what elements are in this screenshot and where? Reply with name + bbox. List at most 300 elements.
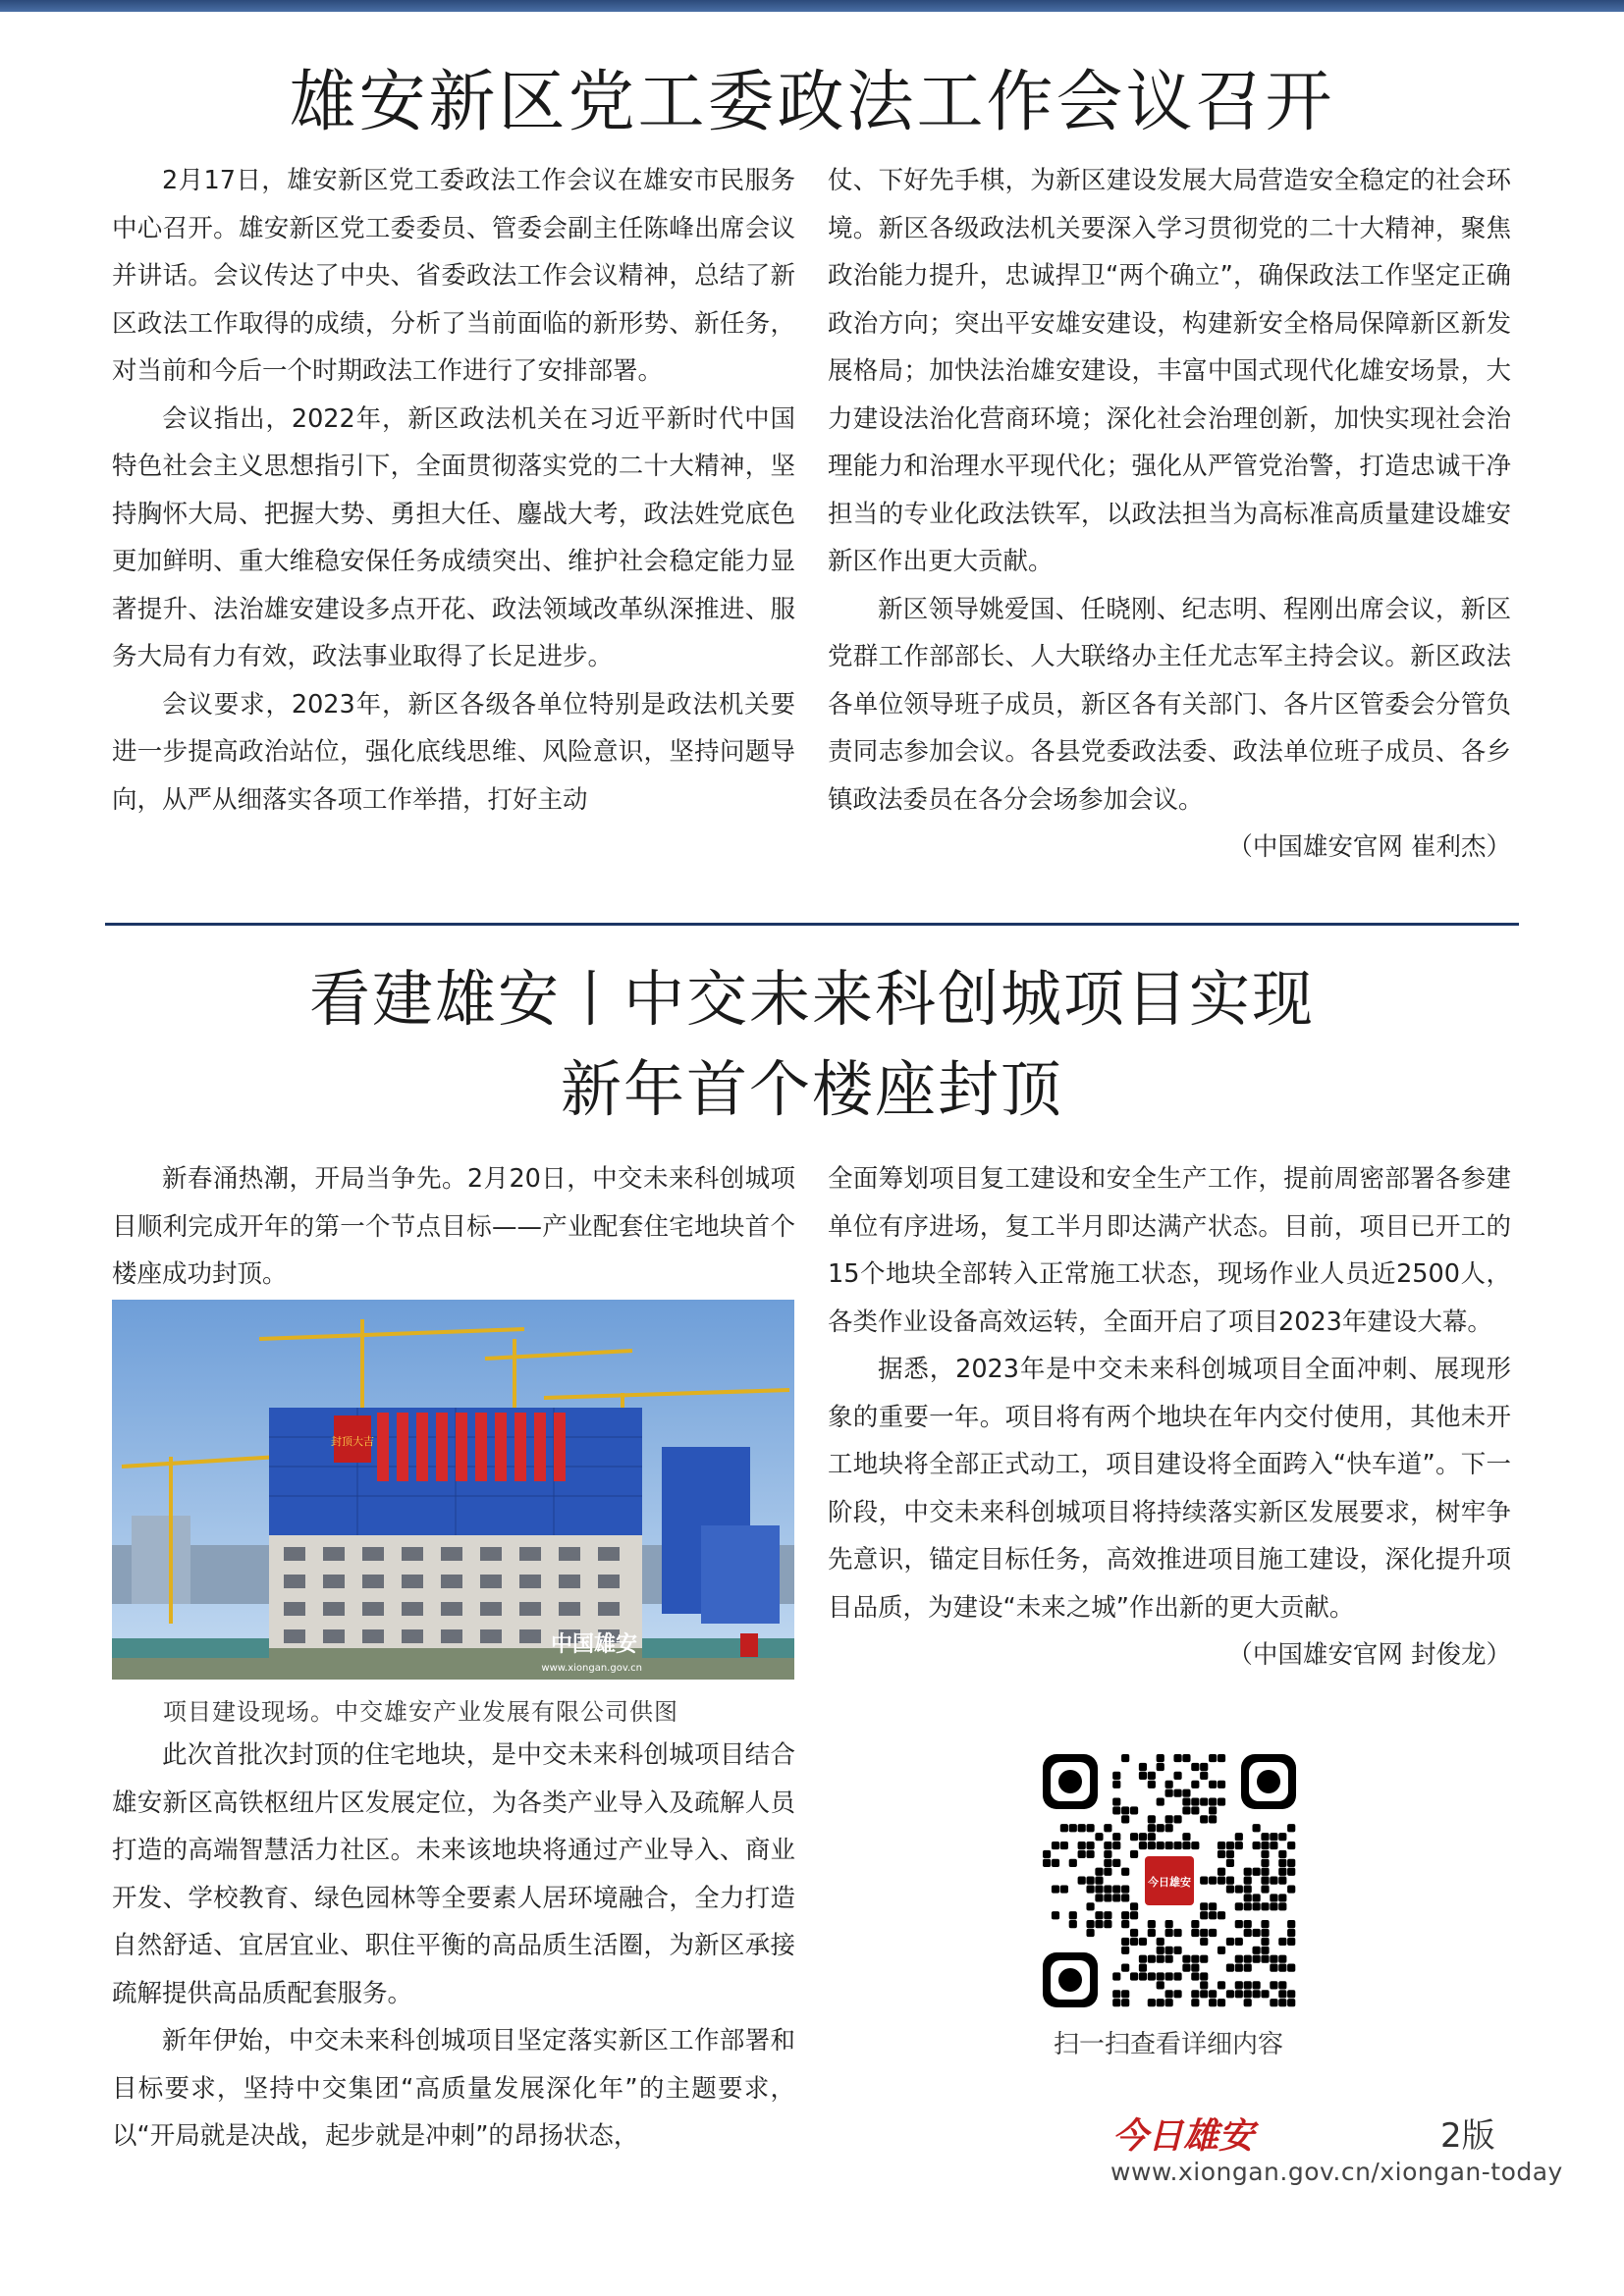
qr-module bbox=[1086, 1842, 1094, 1849]
qr-module bbox=[1244, 1885, 1252, 1893]
qr-module bbox=[1139, 1972, 1147, 1980]
qr-module bbox=[1209, 1877, 1217, 1885]
qr-module bbox=[1270, 1964, 1277, 1972]
qr-module bbox=[1095, 1911, 1103, 1919]
qr-module bbox=[1095, 1894, 1103, 1901]
qr-module bbox=[1165, 1920, 1173, 1928]
article-1-paragraph-2: 会议指出，2022年，新区政法机关在习近平新时代中国特色社会主义思想指引下，全面贯彻落实党的二十大精神，坚持胸怀大局、把握大势、勇担大任、鏖战大考，政法姓党底色更加鲜明、重大维稳安保任务成绩突出、维护社会稳定能力显著提升、法治雄安建设多点开花、政法领域改革纵深推进、服务大局有力有效，政法事业取得了长足进步。 bbox=[112, 403, 795, 671]
qr-module bbox=[1165, 1789, 1173, 1797]
qr-module bbox=[1165, 1990, 1173, 1998]
qr-module bbox=[1182, 1789, 1190, 1797]
qr-module bbox=[1104, 1885, 1111, 1893]
qr-module bbox=[1112, 1772, 1120, 1780]
qr-module bbox=[1191, 1955, 1199, 1963]
qr-module bbox=[1191, 1929, 1199, 1937]
qr-module bbox=[1148, 1824, 1156, 1832]
qr-module bbox=[1191, 1842, 1199, 1849]
qr-module bbox=[1173, 1972, 1181, 1980]
photo-watermark-text: 中国雄安 bbox=[550, 1631, 637, 1657]
article-1-right-column bbox=[828, 157, 1511, 872]
qr-module bbox=[1270, 1894, 1277, 1901]
qr-module bbox=[1235, 1920, 1243, 1928]
qr-module bbox=[1148, 1955, 1156, 1963]
photo-watermark-url: www.xiongan.gov.cn bbox=[541, 1663, 642, 1674]
qr-module bbox=[1112, 1797, 1120, 1805]
qr-module bbox=[1121, 1999, 1129, 2006]
qr-module bbox=[1104, 1911, 1111, 1919]
qr-module bbox=[1148, 1920, 1156, 1928]
qr-module bbox=[1104, 1920, 1111, 1928]
qr-module bbox=[1130, 1806, 1138, 1814]
qr-module bbox=[1218, 1981, 1225, 1989]
qr-module bbox=[1218, 1842, 1225, 1849]
qr-module bbox=[1191, 1763, 1199, 1771]
qr-module bbox=[1226, 1850, 1234, 1858]
qr-module bbox=[1287, 1938, 1295, 1946]
qr-module bbox=[1121, 1947, 1129, 1954]
qr-module bbox=[1104, 1850, 1111, 1858]
qr-module bbox=[1226, 1990, 1234, 1998]
qr-module bbox=[1130, 1902, 1138, 1910]
article-1-paragraph-3: 会议要求，2023年，新区各级各单位特别是政法机关要进一步提高政治站位，强化底线思维、风险意识，坚持问题导向，从严从细落实各项工作举措，打好主动 bbox=[112, 689, 795, 815]
footer-url[interactable]: www.xiongan.gov.cn/xiongan-today bbox=[1110, 2158, 1563, 2186]
qr-module bbox=[1121, 1754, 1129, 1762]
qr-module bbox=[1191, 1972, 1199, 1980]
qr-module bbox=[1278, 1938, 1286, 1946]
article-1-paragraph-3-continued: 仗、下好先手棋，为新区建设发展大局营造安全稳定的社会环境。新区各级政法机关要深入学习贯彻党的二十大精神，聚焦政治能力提升，忠诚捍卫“两个确立”，确保政法工作坚定正确政治方向；突出平安雄安建设，构建新安全格局保障新区新发展格局；加快法治雄安建设，丰富中国式现代化雄安场景，大力建设法治化营商环境；深化社会治理创新，加快实现社会治理能力和治理水平现代化；强化从严管党治警，打造忠诚干净担当的专业化政法铁军，以政法担当为高标准高质量建设雄安新区作出更大贡献。 bbox=[828, 166, 1511, 576]
qr-module bbox=[1148, 1842, 1156, 1849]
qr-module bbox=[1278, 1999, 1286, 2006]
qr-module bbox=[1112, 1885, 1120, 1893]
qr-module bbox=[1261, 1947, 1269, 1954]
qr-module bbox=[1287, 1859, 1295, 1867]
qr-module bbox=[1191, 1920, 1199, 1928]
section-divider bbox=[105, 923, 1519, 926]
qr-module bbox=[1148, 1972, 1156, 1980]
qr-module bbox=[1130, 1833, 1138, 1841]
qr-module bbox=[1173, 1947, 1181, 1954]
qr-module bbox=[1078, 1877, 1086, 1885]
qr-module bbox=[1165, 1815, 1173, 1823]
qr-module bbox=[1253, 1868, 1261, 1876]
qr-module bbox=[1244, 1868, 1252, 1876]
qr-module bbox=[1173, 1842, 1181, 1849]
construction-site-photo bbox=[112, 1300, 794, 1680]
article-2-title-line-1: 看建雄安丨中交未来科创城项目实现 bbox=[308, 963, 1315, 1035]
qr-module bbox=[1191, 1999, 1199, 2006]
qr-module bbox=[1052, 1911, 1059, 1919]
qr-module bbox=[1086, 1902, 1094, 1910]
qr-module bbox=[1086, 1885, 1094, 1893]
qr-module bbox=[1200, 1902, 1208, 1910]
qr-module bbox=[1200, 1763, 1208, 1771]
qr-module bbox=[1095, 1868, 1103, 1876]
qr-module bbox=[1278, 1868, 1286, 1876]
qr-module bbox=[1191, 1806, 1199, 1814]
qr-module bbox=[1218, 1797, 1225, 1805]
qr-module bbox=[1218, 1877, 1225, 1885]
qr-module bbox=[1157, 1938, 1164, 1946]
article-1-paragraph-4 bbox=[828, 586, 1511, 872]
qr-module bbox=[1157, 1763, 1164, 1771]
qr-module bbox=[1052, 1859, 1059, 1867]
qr-module bbox=[1218, 1999, 1225, 2006]
article-2-paragraph-3-continued: 全面筹划项目复工建设和安全生产工作，提前周密部署各参建单位有序进场，复工半月即达满产状态。目前，项目已开工的15个地块全部转入正常施工状态，现场作业人员近2500人，各类作业设备高效运转，全面开启了项目2023年建设大幕。 bbox=[828, 1164, 1511, 1337]
qr-module bbox=[1104, 1824, 1111, 1832]
qr-module bbox=[1157, 1981, 1164, 1989]
qr-module bbox=[1261, 1833, 1269, 1841]
qr-module bbox=[1104, 1859, 1111, 1867]
qr-module bbox=[1104, 1868, 1111, 1876]
qr-module bbox=[1086, 1850, 1094, 1858]
qr-module bbox=[1121, 1868, 1129, 1876]
qr-module bbox=[1104, 1894, 1111, 1901]
qr-module bbox=[1200, 1772, 1208, 1780]
qr-module bbox=[1200, 1955, 1208, 1963]
qr-module bbox=[1060, 1824, 1068, 1832]
qr-module bbox=[1165, 1955, 1173, 1963]
qr-module bbox=[1235, 1902, 1243, 1910]
qr-module bbox=[1139, 1964, 1147, 1972]
qr-module bbox=[1287, 1964, 1295, 1972]
qr-module bbox=[1218, 1850, 1225, 1858]
qr-module bbox=[1226, 1938, 1234, 1946]
qr-module bbox=[1130, 1911, 1138, 1919]
qr-module bbox=[1173, 1815, 1181, 1823]
article-2-paragraph-3: 新年伊始，中交未来科创城项目坚定落实新区工作部署和目标要求，坚持中交集团“高质量发展深化年”的主题要求，以“开局就是决战，起步就是冲刺”的昂扬状态， bbox=[112, 2026, 795, 2151]
qr-module bbox=[1157, 1955, 1164, 1963]
qr-module bbox=[1270, 1833, 1277, 1841]
qr-module bbox=[1218, 1868, 1225, 1876]
qr-module bbox=[1278, 1964, 1286, 1972]
qr-module bbox=[1235, 1964, 1243, 1972]
qr-module bbox=[1244, 1929, 1252, 1937]
qr-center-logo: 今日雄安 bbox=[1148, 1876, 1191, 1889]
qr-module bbox=[1235, 1955, 1243, 1963]
qr-module bbox=[1270, 1999, 1277, 2006]
qr-module bbox=[1121, 1911, 1129, 1919]
qr-module bbox=[1112, 1833, 1120, 1841]
qr-module bbox=[1261, 1929, 1269, 1937]
qr-module bbox=[1253, 1894, 1261, 1901]
qr-module bbox=[1095, 1877, 1103, 1885]
qr-module bbox=[1244, 1964, 1252, 1972]
qr-module bbox=[1157, 1999, 1164, 2006]
qr-module bbox=[1112, 1806, 1120, 1814]
qr-module bbox=[1165, 1929, 1173, 1937]
qr-module bbox=[1235, 1981, 1243, 1989]
qr-module bbox=[1043, 1859, 1051, 1867]
qr-module bbox=[1244, 1894, 1252, 1901]
qr-module bbox=[1200, 1797, 1208, 1805]
qr-module bbox=[1165, 1781, 1173, 1789]
qr-module bbox=[1287, 1868, 1295, 1876]
qr-module bbox=[1157, 1754, 1164, 1762]
qr-module bbox=[1182, 1754, 1190, 1762]
qr-module bbox=[1226, 1842, 1234, 1849]
qr-module bbox=[1121, 1920, 1129, 1928]
qr-module bbox=[1278, 1955, 1286, 1963]
qr-module bbox=[1182, 1964, 1190, 1972]
qr-module bbox=[1253, 1902, 1261, 1910]
qr-module bbox=[1200, 1972, 1208, 1980]
qr-module bbox=[1261, 1842, 1269, 1849]
qr-module bbox=[1069, 1911, 1077, 1919]
qr-module bbox=[1121, 1885, 1129, 1893]
qr-module bbox=[1200, 1981, 1208, 1989]
qr-module bbox=[1200, 1815, 1208, 1823]
qr-module bbox=[1270, 1877, 1277, 1885]
qr-module bbox=[1069, 1824, 1077, 1832]
qr-module bbox=[1130, 1929, 1138, 1937]
qr-module bbox=[1226, 1964, 1234, 1972]
qr-module bbox=[1139, 1763, 1147, 1771]
photo-banner-text: 封顶大吉 bbox=[331, 1435, 374, 1448]
qr-module bbox=[1139, 1955, 1147, 1963]
qr-module bbox=[1148, 1929, 1156, 1937]
qr-module bbox=[1200, 1990, 1208, 1998]
qr-module bbox=[1278, 1894, 1286, 1901]
qr-module bbox=[1121, 1806, 1129, 1814]
qr-code[interactable] bbox=[1043, 1754, 1296, 2007]
qr-module bbox=[1173, 1772, 1181, 1780]
qr-module bbox=[1244, 1999, 1252, 2006]
qr-module bbox=[1226, 1877, 1234, 1885]
qr-module bbox=[1086, 1824, 1094, 1832]
qr-module bbox=[1235, 1885, 1243, 1893]
qr-module bbox=[1200, 1911, 1208, 1919]
qr-module bbox=[1253, 1929, 1261, 1937]
qr-module bbox=[1209, 1815, 1217, 1823]
qr-module bbox=[1287, 1824, 1295, 1832]
qr-module bbox=[1121, 1894, 1129, 1901]
qr-module bbox=[1121, 1990, 1129, 1998]
qr-module bbox=[1218, 1781, 1225, 1789]
qr-module bbox=[1200, 1938, 1208, 1946]
qr-module bbox=[1052, 1842, 1059, 1849]
qr-module bbox=[1209, 1929, 1217, 1937]
qr-module bbox=[1157, 1972, 1164, 1980]
article-1-left-column bbox=[112, 157, 795, 824]
qr-module bbox=[1278, 1990, 1286, 1998]
qr-module bbox=[1078, 1850, 1086, 1858]
qr-module bbox=[1112, 1859, 1120, 1867]
qr-module bbox=[1287, 1842, 1295, 1849]
qr-module bbox=[1191, 1964, 1199, 1972]
qr-module bbox=[1209, 1990, 1217, 1998]
qr-module bbox=[1173, 1754, 1181, 1762]
qr-module bbox=[1052, 1885, 1059, 1893]
qr-module bbox=[1157, 1842, 1164, 1849]
qr-module bbox=[1261, 1920, 1269, 1928]
qr-module bbox=[1235, 1833, 1243, 1841]
qr-module bbox=[1148, 1999, 1156, 2006]
qr-module bbox=[1130, 1850, 1138, 1858]
article-2-left-column bbox=[112, 1732, 795, 2161]
qr-module bbox=[1270, 1981, 1277, 1989]
article-1-paragraph-4-text: 新区领导姚爱国、任晓刚、纪志明、程刚出席会议，新区党群工作部部长、人大联络办主任尤志军主持会议。新区政法各单位领导班子成员，新区各有关部门、各片区管委会分管负责同志参加会议。各县党委政法委、政法单位班子成员、各乡镇政法委员在各分会场参加会议。 bbox=[828, 594, 1511, 815]
qr-module bbox=[1218, 1911, 1225, 1919]
qr-module bbox=[1165, 1824, 1173, 1832]
qr-module bbox=[1112, 1999, 1120, 2006]
qr-module bbox=[1235, 1938, 1243, 1946]
qr-module bbox=[1278, 1877, 1286, 1885]
qr-module bbox=[1148, 1815, 1156, 1823]
qr-module bbox=[1244, 1990, 1252, 1998]
qr-module bbox=[1244, 1902, 1252, 1910]
qr-module bbox=[1226, 1859, 1234, 1867]
qr-module bbox=[1209, 1999, 1217, 2006]
qr-module bbox=[1182, 1806, 1190, 1814]
qr-module bbox=[1235, 1842, 1243, 1849]
qr-module bbox=[1270, 1955, 1277, 1963]
qr-module bbox=[1261, 1850, 1269, 1858]
qr-module bbox=[1086, 1929, 1094, 1937]
qr-module bbox=[1165, 1947, 1173, 1954]
qr-module bbox=[1182, 1797, 1190, 1805]
qr-module bbox=[1218, 1947, 1225, 1954]
qr-module bbox=[1086, 1877, 1094, 1885]
qr-module bbox=[1069, 1920, 1077, 1928]
qr-module bbox=[1244, 1981, 1252, 1989]
qr-module bbox=[1182, 1842, 1190, 1849]
qr-module bbox=[1253, 1947, 1261, 1954]
qr-module bbox=[1209, 1797, 1217, 1805]
qr-module bbox=[1244, 1920, 1252, 1928]
qr-module bbox=[1121, 1815, 1129, 1823]
qr-module bbox=[1261, 1955, 1269, 1963]
qr-module bbox=[1157, 1797, 1164, 1805]
qr-module bbox=[1148, 1833, 1156, 1841]
qr-module bbox=[1209, 1911, 1217, 1919]
qr-module bbox=[1078, 1842, 1086, 1849]
footer-logo: 今日雄安 bbox=[1112, 2115, 1255, 2157]
qr-module bbox=[1078, 1824, 1086, 1832]
qr-module bbox=[1121, 1964, 1129, 1972]
construction-site-illustration bbox=[112, 1300, 794, 1680]
qr-module bbox=[1261, 1938, 1269, 1946]
qr-module bbox=[1139, 1842, 1147, 1849]
article-2-paragraph-4 bbox=[828, 1346, 1511, 1680]
qr-module bbox=[1095, 1833, 1103, 1841]
qr-module bbox=[1278, 1833, 1286, 1841]
qr-module bbox=[1200, 1877, 1208, 1885]
qr-caption: 扫一扫查看详细内容 bbox=[1053, 2030, 1283, 2059]
qr-module bbox=[1165, 1999, 1173, 2006]
qr-module bbox=[1130, 1938, 1138, 1946]
qr-code-graphic bbox=[1043, 1754, 1296, 2007]
article-1-title: 雄安新区党工委政法工作会议召开 bbox=[289, 64, 1335, 141]
qr-module bbox=[1191, 1990, 1199, 1998]
qr-module bbox=[1278, 1902, 1286, 1910]
article-2-paragraph-4-text: 据悉，2023年是中交未来科创城项目全面冲刺、展现形象的重要一年。项目将有两个地块在年内交付使用，其他未开工地块将全部正式动工，项目建设将全面跨入“快车道”。下一阶段，中交未来科创城项目将持续落实新区发展要求，树牢争先意识，锚定目标任务，高效推进项目施工建设，深化提升项目品质，为建设“未来之城”作出新的更大贡献。 bbox=[828, 1355, 1511, 1623]
qr-module bbox=[1253, 1955, 1261, 1963]
qr-module bbox=[1121, 1938, 1129, 1946]
qr-module bbox=[1095, 1885, 1103, 1893]
qr-module bbox=[1287, 1885, 1295, 1893]
qr-module bbox=[1253, 1990, 1261, 1998]
qr-module bbox=[1112, 1781, 1120, 1789]
qr-module bbox=[1112, 1894, 1120, 1901]
qr-module bbox=[1043, 1850, 1051, 1858]
qr-module bbox=[1165, 1972, 1173, 1980]
qr-module bbox=[1173, 1990, 1181, 1998]
qr-module bbox=[1253, 1824, 1261, 1832]
article-2-paragraph-2: 此次首批次封顶的住宅地块，是中交未来科创城项目结合雄安新区高铁枢纽片区发展定位，为各类产业导入及疏解人员打造的高端智慧活力社区。未来该地块将通过产业导入、商业开发、学校教育、绿色园林等全要素人居环境融合，全力打造自然舒适、宜居宜业、职住平衡的高品质生活圈，为新区承接疏解提供高品质配套服务。 bbox=[112, 1740, 795, 2008]
qr-module bbox=[1130, 1972, 1138, 1980]
qr-module bbox=[1112, 1842, 1120, 1849]
qr-module bbox=[1157, 1947, 1164, 1954]
qr-module bbox=[1165, 1842, 1173, 1849]
qr-module bbox=[1278, 1859, 1286, 1867]
qr-module bbox=[1173, 1929, 1181, 1937]
article-1-paragraph-1: 2月17日，雄安新区党工委政法工作会议在雄安市民服务中心召开。雄安新区党工委委员、管委会副主任陈峰出席会议并讲话。会议传达了中央、省委政法工作会议精神，总结了新区政法工作取得的成绩，分析了当前面临的新形势、新任务，对当前和今后一个时期政法工作进行了安排部署。 bbox=[112, 166, 795, 386]
qr-module bbox=[1235, 1990, 1243, 1998]
article-1-byline: （中国雄安官网 崔利杰） bbox=[1227, 832, 1511, 862]
qr-module bbox=[1182, 1833, 1190, 1841]
photo-caption: 项目建设现场。中交雄安产业发展有限公司供图 bbox=[163, 1698, 678, 1726]
article-2-right-column bbox=[828, 1155, 1511, 1680]
qr-module bbox=[1218, 1754, 1225, 1762]
qr-module bbox=[1182, 1955, 1190, 1963]
qr-module bbox=[1148, 1772, 1156, 1780]
qr-module bbox=[1261, 1902, 1269, 1910]
qr-module bbox=[1244, 1955, 1252, 1963]
qr-module bbox=[1278, 1981, 1286, 1989]
qr-module bbox=[1209, 1806, 1217, 1814]
qr-module bbox=[1139, 1938, 1147, 1946]
qr-module bbox=[1069, 1859, 1077, 1867]
qr-module bbox=[1287, 1929, 1295, 1937]
qr-module bbox=[1173, 1789, 1181, 1797]
qr-module bbox=[1278, 1850, 1286, 1858]
qr-module bbox=[1086, 1920, 1094, 1928]
qr-module bbox=[1148, 1781, 1156, 1789]
page-number: 2版 bbox=[1440, 2116, 1495, 2156]
qr-module bbox=[1226, 1885, 1234, 1893]
qr-module bbox=[1261, 1877, 1269, 1885]
qr-module bbox=[1139, 1833, 1147, 1841]
qr-module bbox=[1209, 1754, 1217, 1762]
qr-module bbox=[1244, 1877, 1252, 1885]
qr-module bbox=[1261, 1868, 1269, 1876]
qr-module bbox=[1139, 1772, 1147, 1780]
qr-module bbox=[1270, 1842, 1277, 1849]
qr-module bbox=[1270, 1902, 1277, 1910]
qr-module bbox=[1112, 1972, 1120, 1980]
qr-module bbox=[1209, 1781, 1217, 1789]
top-color-bar bbox=[0, 0, 1624, 12]
article-2-paragraph-1: 新春涌热潮，开局当争先。2月20日，中交未来科创城项目顺利完成开年的第一个节点目标——产业配套住宅地块首个楼座成功封顶。 bbox=[112, 1164, 795, 1289]
qr-module bbox=[1287, 1990, 1295, 1998]
qr-module bbox=[1253, 1981, 1261, 1989]
qr-module bbox=[1060, 1885, 1068, 1893]
qr-module bbox=[1209, 1902, 1217, 1910]
qr-module bbox=[1261, 1859, 1269, 1867]
qr-module bbox=[1253, 1842, 1261, 1849]
qr-module bbox=[1191, 1797, 1199, 1805]
qr-module bbox=[1261, 1990, 1269, 1998]
article-2-intro-column bbox=[112, 1155, 795, 1299]
qr-module bbox=[1112, 1990, 1120, 1998]
qr-module bbox=[1287, 1920, 1295, 1928]
article-2-byline: （中国雄安官网 封俊龙） bbox=[1227, 1640, 1511, 1670]
qr-module bbox=[1060, 1842, 1068, 1849]
qr-module bbox=[1104, 1842, 1111, 1849]
article-2-title-line-2: 新年首个楼座封顶 bbox=[560, 1053, 1063, 1125]
qr-module bbox=[1287, 1999, 1295, 2006]
qr-module bbox=[1095, 1920, 1103, 1928]
